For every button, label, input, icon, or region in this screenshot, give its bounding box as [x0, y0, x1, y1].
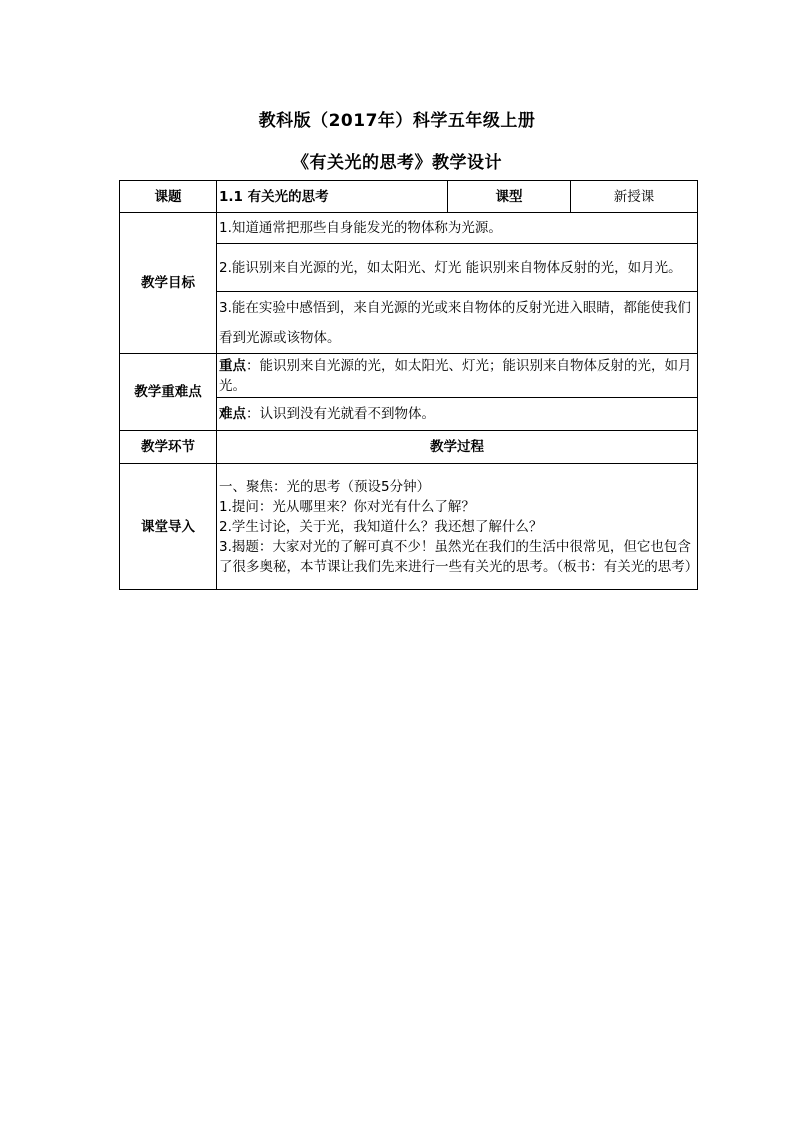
process-header-row [120, 431, 698, 464]
intro-content [217, 464, 698, 590]
key-point-row [120, 354, 698, 398]
objective-item-3: 3.能在实验中感悟到，来自光源的光或来自物体的反射光进入眼睛，都能使我们看到光源或该物体。 [217, 292, 698, 354]
document-subtitle: 《有关光的思考》教学设计 [292, 153, 502, 173]
key-point-label: 重点 [219, 357, 246, 374]
objective-item-2: 2.能识别来自光源的光，如太阳光、灯光 能识别来自物体反射的光，如月光。 [217, 244, 698, 292]
intro-line-3: 2.学生讨论，关于光，我知道什么？我还想了解什么？ [219, 518, 543, 535]
difficult-point-cell [217, 398, 698, 431]
difficult-point-label: 难点 [219, 406, 246, 422]
lesson-plan-table [119, 180, 698, 590]
topic-value: 1.1 有关光的思考 [217, 181, 448, 213]
key-points-label: 教学重难点 [120, 354, 217, 431]
lesson-type-label: 课型 [448, 181, 571, 213]
process-header: 教学过程 [217, 431, 698, 464]
objective-row-1 [120, 213, 698, 244]
intro-line-2: 1.提问：光从哪里来？你对光有什么了解？ [219, 498, 475, 515]
intro-line-1: 一、聚焦：光的思考（预设5分钟） [219, 478, 431, 495]
topic-label: 课题 [120, 181, 217, 213]
intro-row [120, 464, 698, 590]
intro-label: 课堂导入 [120, 464, 217, 590]
document-title: 教科版（2017年）科学五年级上册 [258, 111, 536, 131]
objectives-label: 教学目标 [120, 213, 217, 354]
intro-line-4: 3.揭题：大家对光的了解可真不少！虽然光在我们的生活中很常见，但它也包含了很多奥秘，本节课让我们先来进行一些有关光的思考。（板书：有关光的思考） [219, 538, 699, 575]
stage-header: 教学环节 [120, 431, 217, 464]
key-point-text: ：能识别来自光源的光，如太阳光、灯光；能识别来自物体反射的光，如月光。 [219, 357, 692, 394]
difficult-point-text: ：认识到没有光就看不到物体。 [246, 406, 435, 422]
lesson-type-value: 新授课 [571, 181, 698, 213]
objective-item-1: 1.知道通常把那些自身能发光的物体称为光源。 [217, 213, 698, 244]
topic-row [120, 181, 698, 213]
key-point-cell [217, 354, 698, 398]
